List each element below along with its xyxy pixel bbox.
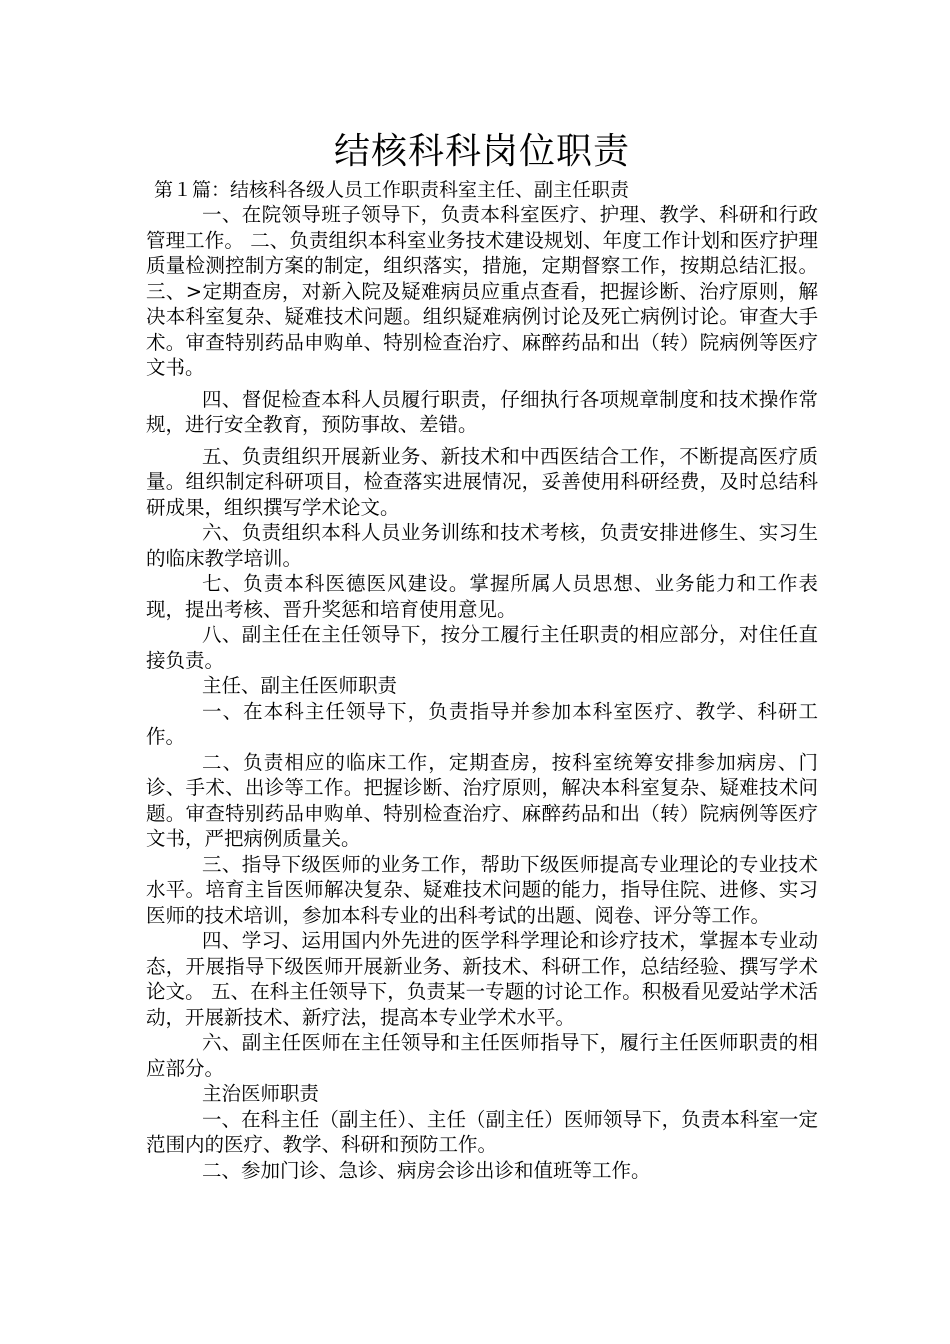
paragraph: 二、负责相应的临床工作，定期查房，按科室统筹安排参加病房、门诊、手术、出诊等工作。把握诊断、治疗原则，解决本科室复杂、疑难技术问题。审查特别药品申购单、特别检查治疗、麻醉药品和出（转）院病例等医疗文书，严把病例质量关。	[146, 750, 818, 850]
paragraph: 一、在科主任（副主任）、主任（副主任）医师领导下，负责本科室一定范围内的医疗、教学、科研和预防工作。	[146, 1107, 818, 1156]
document-subtitle: 第１篇：结核科各级人员工作职责科室主任、副主任职责	[154, 179, 630, 201]
section-heading: 主任、副主任医师职责	[202, 674, 398, 697]
paragraph: 四、学习、运用国内外先进的医学科学理论和诊疗技术，掌握本专业动态，开展指导下级医师开展新业务、新技术、科研工作，总结经验、撰写学术论文。 五、在科主任领导下，负责某一专题的讨论工作。积极看见爱站学术活动，开展新技术、新疗法，提高本专业学术水平。	[146, 929, 818, 1029]
paragraph: 四、督促检查本科人员履行职责，仔细执行各项规章制度和技术操作常规，进行安全教育，预防事故、差错。	[146, 387, 818, 436]
paragraph: 一、在院领导班子领导下，负责本科室医疗、护理、教学、科研和行政管理工作。 二、负责组织本科室业务技术建设规划、年度工作计划和医疗护理质量检测控制方案的制定，组织落实，措施，定期督察工作，按期总结汇报。三、>定期查房，对新入院及疑难病员应重点查看，把握诊断、治疗原则，解决本科室复杂、疑难技术问题。组织疑难病例讨论及死亡病例讨论。审查大手术。审查特别药品申购单、特别检查治疗、麻醉药品和出（转）院病例等医疗文书。	[146, 203, 818, 379]
paragraph: 一、在本科主任领导下，负责指导并参加本科室医疗、教学、科研工作。	[146, 699, 818, 748]
document-title: 结核科科岗位职责	[333, 131, 630, 172]
paragraph: 六、负责组织本科人员业务训练和技术考核，负责安排进修生、实习生的临床教学培训。	[146, 521, 818, 570]
paragraph: 五、负责组织开展新业务、新技术和中西医结合工作，不断提高医疗质量。组织制定科研项目，检查落实进展情况，妥善使用科研经费，及时总结科研成果，组织撰写学术论文。	[146, 444, 818, 519]
paragraph: 三、指导下级医师的业务工作，帮助下级医师提高专业理论的专业技术水平。培育主旨医师解决复杂、疑难技术问题的能力，指导住院、进修、实习医师的技术培训，参加本科专业的出科考试的出题、阅卷、评分等工作。	[146, 852, 818, 927]
paragraph: 八、副主任在主任领导下，按分工履行主任职责的相应部分，对住任直接负责。	[146, 623, 818, 672]
paragraph: 六、副主任医师在主任领导和主任医师指导下，履行主任医师职责的相应部分。	[146, 1031, 818, 1080]
paragraph: 二、参加门诊、急诊、病房会诊出诊和值班等工作。	[202, 1158, 651, 1182]
paragraph: 七、负责本科医德医风建设。掌握所属人员思想、业务能力和工作表现，提出考核、晋升奖惩和培育使用意见。	[146, 572, 818, 621]
section-heading: 主治医师职责	[202, 1082, 320, 1105]
